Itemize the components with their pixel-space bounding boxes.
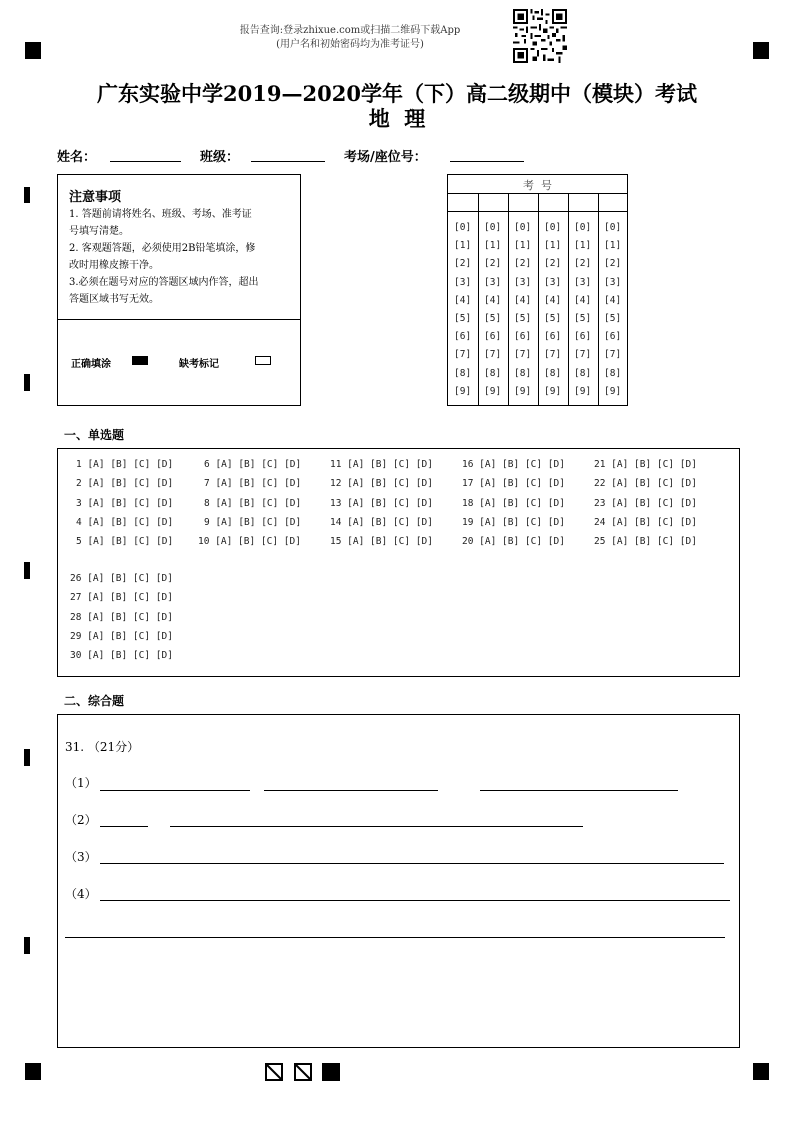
corner-mark-top-left <box>25 42 41 59</box>
exam-number-digit-bubble[interactable]: [3] <box>514 276 532 288</box>
exam-number-digit-bubble[interactable]: [8] <box>604 367 622 379</box>
exam-number-digit-bubble[interactable]: [5] <box>514 313 532 324</box>
single-choice-box <box>57 448 740 677</box>
exam-number-column-divider <box>568 193 569 405</box>
exam-number-digit-bubble[interactable]: [7] <box>484 349 502 361</box>
part-4-label: （4） <box>65 887 97 901</box>
exam-number-digit-bubble[interactable]: [0] <box>604 222 622 233</box>
correct-fill-label: 正确填涂 <box>71 359 111 370</box>
exam-number-digit-bubble[interactable]: [6] <box>484 331 502 343</box>
exam-number-digit-bubble[interactable]: [7] <box>454 349 472 361</box>
exam-number-digit-bubble[interactable]: [0] <box>454 222 472 233</box>
answer-line[interactable] <box>100 900 730 901</box>
exam-number-digit-bubble[interactable]: [1] <box>514 240 532 252</box>
exam-number-column-divider <box>538 193 539 405</box>
choice-question-row[interactable]: 16 [A] [B] [C] [D] <box>462 459 565 470</box>
choice-question-row[interactable]: 27 [A] [B] [C] [D] <box>70 592 173 604</box>
choice-question-row[interactable]: 3 [A] [B] [C] [D] <box>76 497 174 509</box>
exam-number-entry-cell[interactable] <box>478 193 508 212</box>
answer-line[interactable] <box>65 937 725 938</box>
exam-number-digit-bubble[interactable]: [8] <box>454 367 472 379</box>
choice-question-row[interactable]: 6 [A] [B] [C] [D] <box>204 459 302 470</box>
exam-number-entry-cell[interactable] <box>568 193 598 212</box>
exam-number-digit-bubble[interactable]: [9] <box>574 385 592 397</box>
section-single-choice-title: 一、单选题 <box>64 428 125 442</box>
name-label: 姓名： <box>57 150 97 165</box>
hatched-mark-icon <box>294 1063 312 1081</box>
exam-number-digit-bubble[interactable]: [7] <box>604 349 622 361</box>
part-2-label: （2） <box>65 813 97 827</box>
notes-list <box>69 206 297 308</box>
exam-number-digit-bubble[interactable]: [4] <box>514 294 532 306</box>
choice-question-row[interactable]: 21 [A] [B] [C] [D] <box>594 459 697 470</box>
absent-mark-checkbox[interactable] <box>255 356 271 365</box>
exam-number-digit-bubble[interactable]: [1] <box>484 240 502 252</box>
choice-question-row[interactable]: 4 [A] [B] [C] [D] <box>76 516 174 528</box>
exam-number-column-divider <box>508 193 509 405</box>
report-notice-line2: (用户名和初始密码均为准考证号) <box>276 39 424 50</box>
exam-number-digit-bubble[interactable]: [4] <box>454 294 472 306</box>
notes-line: 2. 客观题答题，必须使用2B铅笔填涂，修 <box>69 243 256 254</box>
exam-number-digit-bubble[interactable]: [1] <box>574 240 592 252</box>
report-notice <box>200 24 500 52</box>
exam-number-digit-bubble[interactable]: [4] <box>484 294 502 306</box>
exam-number-digit-bubble[interactable]: [1] <box>544 240 562 252</box>
exam-number-digit-bubble[interactable]: [5] <box>604 313 622 324</box>
corner-mark-bottom-left <box>25 1063 41 1080</box>
notes-line: 3.必须在题号对应的答题区域内作答，超出 <box>69 277 259 288</box>
exam-number-digit-bubble[interactable]: [3] <box>484 276 502 288</box>
exam-number-entry-cell[interactable] <box>508 193 538 212</box>
choice-question-row[interactable]: 19 [A] [B] [C] [D] <box>462 516 565 528</box>
exam-number-digit-bubble[interactable]: [9] <box>454 385 472 397</box>
solid-mark <box>322 1063 340 1081</box>
exam-number-digit-bubble[interactable]: [2] <box>484 258 502 270</box>
exam-number-entry-cell[interactable] <box>538 193 568 212</box>
choice-question-row[interactable]: 1 [A] [B] [C] [D] <box>76 459 174 470</box>
room-seat-label: 考场/座位号： <box>344 150 427 165</box>
choice-question-row[interactable]: 17 [A] [B] [C] [D] <box>462 478 565 490</box>
hatched-mark-icon <box>265 1063 283 1081</box>
exam-number-digit-bubble[interactable]: [0] <box>514 222 532 233</box>
notes-line: 号填写清楚。 <box>69 226 129 237</box>
choice-question-row[interactable]: 2 [A] [B] [C] [D] <box>76 478 174 490</box>
exam-number-digit-bubble[interactable]: [1] <box>454 240 472 252</box>
part-3-label: （3） <box>65 850 97 864</box>
notes-line: 1. 答题前请将姓名、班级、考场、准考证 <box>69 209 252 220</box>
timing-mark <box>24 374 30 391</box>
exam-number-column-divider <box>598 193 599 405</box>
timing-mark <box>24 937 30 954</box>
exam-number-digit-bubble[interactable]: [2] <box>454 258 472 270</box>
comprehensive-answer-box <box>57 714 740 1048</box>
choice-question-row[interactable]: 25 [A] [B] [C] [D] <box>594 536 697 548</box>
exam-number-digit-bubble[interactable]: [5] <box>484 313 502 324</box>
question-31-header: 31. （21分） <box>65 740 140 754</box>
timing-mark <box>24 562 30 579</box>
choice-question-row[interactable]: 20 [A] [B] [C] [D] <box>462 536 565 548</box>
notes-heading: 注意事项 <box>69 190 122 205</box>
exam-number-digit-bubble[interactable]: [2] <box>514 258 532 270</box>
choice-question-row[interactable]: 10 [A] [B] [C] [D] <box>198 536 301 548</box>
choice-question-row[interactable]: 7 [A] [B] [C] [D] <box>204 478 302 490</box>
exam-number-column-divider <box>478 193 479 405</box>
exam-number-digit-bubble[interactable]: [3] <box>454 276 472 288</box>
exam-number-digit-bubble[interactable]: [9] <box>484 385 502 397</box>
choice-question-row[interactable]: 30 [A] [B] [C] [D] <box>70 650 173 662</box>
choice-question-row[interactable]: 14 [A] [B] [C] [D] <box>330 516 433 528</box>
exam-number-digit-bubble[interactable]: [8] <box>514 367 532 379</box>
exam-number-digit-bubble[interactable]: [9] <box>514 385 532 397</box>
exam-title: 广东实验中学2019—2020学年（下）高二级期中（模块）考试 <box>97 81 697 106</box>
exam-number-digit-bubble[interactable]: [5] <box>454 313 472 324</box>
exam-number-digit-bubble[interactable]: [6] <box>574 331 592 343</box>
exam-number-digit-bubble[interactable]: [0] <box>574 222 592 233</box>
exam-number-digit-bubble[interactable]: [1] <box>604 240 622 252</box>
exam-number-digit-bubble[interactable]: [8] <box>574 367 592 379</box>
qr-code-icon <box>513 9 567 63</box>
room-seat-field[interactable] <box>450 161 524 162</box>
exam-number-digit-bubble[interactable]: [4] <box>544 294 562 306</box>
choice-question-row[interactable]: 9 [A] [B] [C] [D] <box>204 516 302 528</box>
answer-line[interactable] <box>100 863 724 864</box>
exam-number-digit-bubble[interactable]: [2] <box>604 258 622 270</box>
exam-number-digit-bubble[interactable]: [4] <box>574 294 592 306</box>
exam-number-entry-cell[interactable] <box>598 193 628 212</box>
choice-question-row[interactable]: 28 [A] [B] [C] [D] <box>70 611 173 623</box>
answer-line[interactable] <box>100 826 148 827</box>
choice-question-row[interactable]: 23 [A] [B] [C] [D] <box>594 497 697 509</box>
exam-number-digit-bubble[interactable]: [6] <box>514 331 532 343</box>
exam-number-digit-bubble[interactable]: [8] <box>544 367 562 379</box>
exam-number-digit-bubble[interactable]: [5] <box>544 313 562 324</box>
notes-divider <box>58 319 300 320</box>
exam-number-digit-bubble[interactable]: [3] <box>604 276 622 288</box>
exam-number-digit-bubble[interactable]: [3] <box>544 276 562 288</box>
choice-question-row[interactable]: 5 [A] [B] [C] [D] <box>76 536 174 548</box>
exam-number-digit-bubble[interactable]: [0] <box>544 222 562 233</box>
exam-number-digit-bubble[interactable]: [2] <box>574 258 592 270</box>
notes-box <box>57 174 301 406</box>
choice-question-row[interactable]: 8 [A] [B] [C] [D] <box>204 497 302 509</box>
notes-line: 改时用橡皮擦干净。 <box>69 260 159 271</box>
exam-number-entry-cell[interactable] <box>448 193 478 212</box>
exam-number-header: 考 号 <box>523 179 552 192</box>
exam-number-digit-bubble[interactable]: [3] <box>574 276 592 288</box>
choice-question-row[interactable]: 26 [A] [B] [C] [D] <box>70 573 173 584</box>
exam-number-digit-bubble[interactable]: [9] <box>544 385 562 397</box>
choice-question-row[interactable]: 22 [A] [B] [C] [D] <box>594 478 697 490</box>
corner-mark-top-right <box>753 42 769 59</box>
subject-title: 地 理 <box>368 106 426 131</box>
choice-question-row[interactable]: 15 [A] [B] [C] [D] <box>330 536 433 548</box>
name-field[interactable] <box>110 161 181 162</box>
exam-number-digit-bubble[interactable]: [7] <box>574 349 592 361</box>
timing-mark <box>24 749 30 766</box>
answer-line[interactable] <box>264 790 438 791</box>
choice-question-row[interactable]: 11 [A] [B] [C] [D] <box>330 459 433 470</box>
exam-number-digit-bubble[interactable]: [8] <box>484 367 502 379</box>
notes-line: 答题区域书写无效。 <box>69 294 159 305</box>
timing-mark <box>24 187 30 203</box>
part-1-label: （1） <box>65 776 97 790</box>
choice-question-row[interactable]: 13 [A] [B] [C] [D] <box>330 497 433 509</box>
exam-number-digit-bubble[interactable]: [0] <box>484 222 502 233</box>
choice-question-row[interactable]: 18 [A] [B] [C] [D] <box>462 497 565 509</box>
answer-line[interactable] <box>170 826 583 827</box>
choice-question-row[interactable]: 12 [A] [B] [C] [D] <box>330 478 433 490</box>
section-comprehensive-title: 二、综合题 <box>64 694 125 708</box>
choice-question-row[interactable]: 29 [A] [B] [C] [D] <box>70 630 173 642</box>
report-notice-line1: 报告查询:登录zhixue.com或扫描二维码下载App <box>239 25 461 36</box>
exam-number-digit-bubble[interactable]: [2] <box>544 258 562 270</box>
exam-number-digit-bubble[interactable]: [7] <box>544 349 562 361</box>
choice-question-row[interactable]: 24 [A] [B] [C] [D] <box>594 516 697 528</box>
absent-mark-label: 缺考标记 <box>179 359 219 370</box>
exam-number-digit-bubble[interactable]: [5] <box>574 313 592 324</box>
answer-line[interactable] <box>100 790 250 791</box>
exam-number-digit-bubble[interactable]: [7] <box>514 349 532 361</box>
exam-number-digit-bubble[interactable]: [6] <box>454 331 472 343</box>
class-label: 班级： <box>200 150 240 165</box>
answer-line[interactable] <box>480 790 678 791</box>
exam-number-digit-bubble[interactable]: [6] <box>544 331 562 343</box>
exam-number-digit-bubble[interactable]: [9] <box>604 385 622 397</box>
exam-number-digit-bubble[interactable]: [4] <box>604 294 622 306</box>
exam-number-digit-bubble[interactable]: [6] <box>604 331 622 343</box>
class-field[interactable] <box>251 161 325 162</box>
exam-number-grid <box>447 174 628 406</box>
corner-mark-bottom-right <box>753 1063 769 1080</box>
correct-fill-sample <box>132 356 148 365</box>
